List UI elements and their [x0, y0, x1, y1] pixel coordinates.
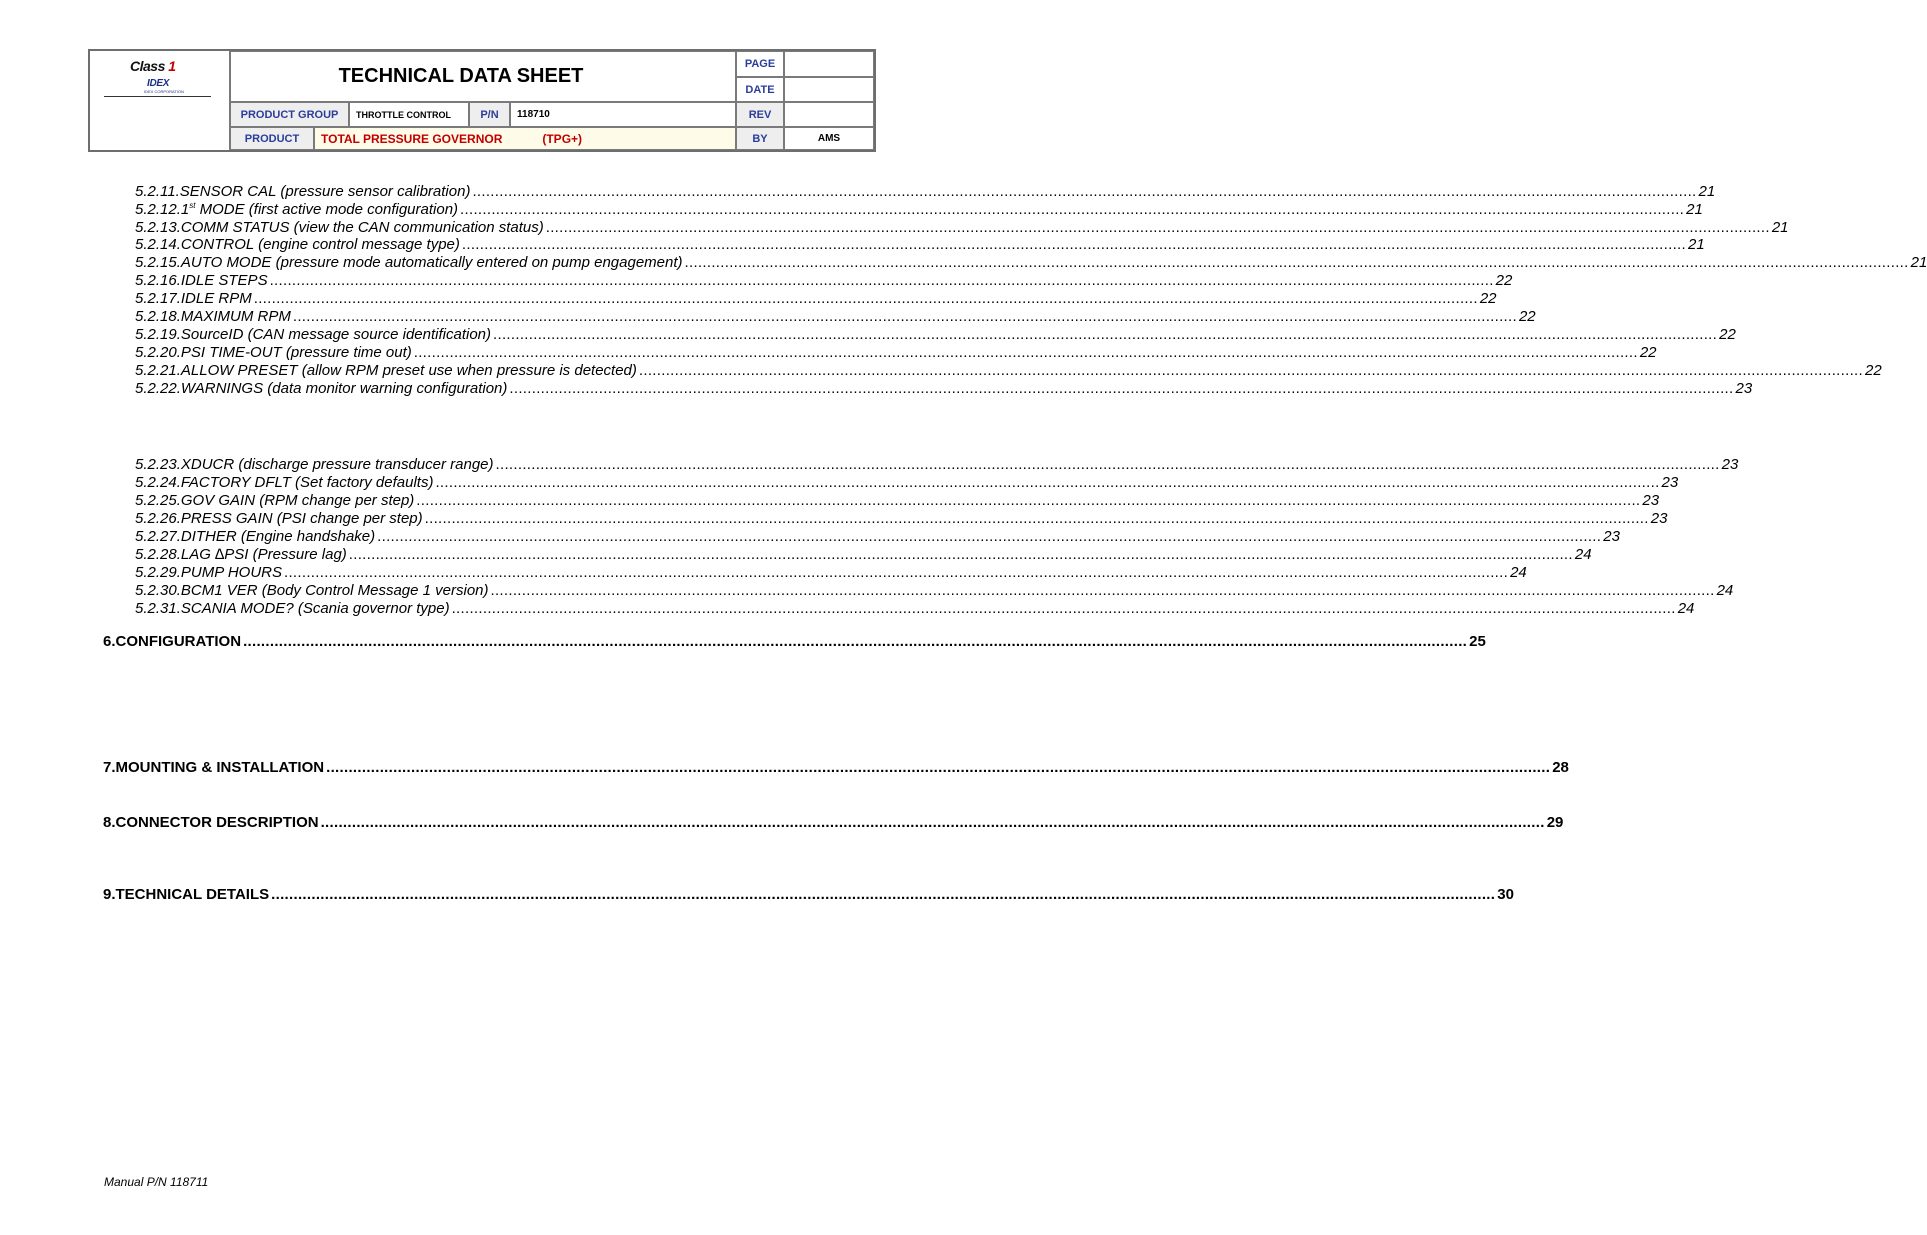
toc-entry[interactable] [135, 254, 1927, 272]
toc-section-entry[interactable] [103, 886, 1514, 904]
toc-leader-dots: .................................................................................................................................................................................................................................................................................. [377, 528, 1602, 545]
toc-section-page: 29 [1546, 814, 1564, 831]
logo-one-mark: 1 [168, 58, 176, 74]
toc-entry-title: BCM1 VER (Body Control Message 1 version) [180, 582, 489, 599]
toc-leader-dots: .................................................................................................................................................................................................................................................................................. [416, 492, 1641, 509]
toc-entry-page: 22 [1479, 290, 1497, 307]
toc-entry-number: 5.2.15. [135, 254, 181, 271]
toc-entry[interactable] [135, 582, 1734, 600]
toc-entry-page: 23 [1642, 492, 1660, 509]
toc-entry[interactable] [135, 600, 1695, 618]
toc-entry-page: 22 [1719, 326, 1736, 343]
toc-entry[interactable] [135, 219, 1789, 237]
toc-entry-title: SCANIA MODE? (Scania governor type) [180, 600, 450, 617]
toc-entry-number: 5.2.18. [135, 308, 181, 325]
by-label: BY [736, 127, 784, 150]
toc-entry-page: 22 [1518, 308, 1536, 325]
toc-entry-number: 5.2.21. [135, 362, 181, 379]
toc-entry-number: 5.2.13. [135, 219, 181, 236]
toc-entry[interactable] [135, 272, 1513, 290]
toc-entry[interactable] [135, 564, 1527, 582]
toc-section-title: MOUNTING & INSTALLATION [115, 759, 325, 776]
toc-entry-number: 5.2.16. [135, 272, 181, 289]
product-code: (TPG+) [542, 131, 583, 146]
toc-entry-title: XDUCR (discharge pressure transducer range) [180, 456, 494, 473]
logo-cell [90, 51, 230, 150]
toc-entry[interactable] [135, 183, 1716, 201]
toc-entry-title: DITHER (Engine handshake) [180, 528, 376, 545]
document-header [88, 49, 876, 152]
class1-logo: Class 1 [130, 58, 176, 74]
toc-leader-dots: .................................................................................................................................................................................................................................................................................. [435, 474, 1660, 491]
toc-leader-dots: .................................................................................................................................................................................................................................................................................. [490, 582, 1715, 599]
toc-entry-title: GOV GAIN (RPM change per step) [180, 492, 415, 509]
toc-entry-title: LAG ∆PSI (Pressure lag) [180, 546, 347, 563]
manual-part-number: Manual P/N 118711 [104, 1175, 209, 1189]
toc-leader-dots: .................................................................................................................................................................................................................................................................................. [461, 236, 1686, 253]
toc-entry-page: 21 [1686, 201, 1703, 218]
idex-logo-subtitle: IDEX CORPORATION [144, 89, 184, 94]
toc-leader-dots: .................................................................................................................................................................................................................................................................................. [348, 546, 1573, 563]
toc-entry-page: 24 [1574, 546, 1592, 563]
toc-leader-dots: .................................................................................................................................................................................................................................................................................. [545, 219, 1770, 236]
toc-entry[interactable] [135, 344, 1657, 362]
product-group-label: PRODUCT GROUP [230, 102, 349, 127]
toc-leader-dots: .................................................................................................................................................................................................................................................................................. [284, 564, 1509, 581]
idex-logo: IDEX [147, 78, 170, 89]
toc-section-page: 28 [1552, 759, 1569, 776]
toc-entry-title: COMM STATUS (view the CAN communication status) [180, 219, 544, 236]
toc-section-number: 7. [103, 759, 116, 776]
toc-section-entry[interactable] [103, 633, 1486, 651]
toc-section-title: CONNECTOR DESCRIPTION [115, 814, 319, 831]
toc-entry-title: FACTORY DFLT (Set factory defaults) [180, 474, 434, 491]
product-label: PRODUCT [230, 127, 314, 150]
toc-entry-number: 5.2.31. [135, 600, 181, 617]
toc-entry-page: 23 [1661, 474, 1679, 491]
toc-entry[interactable] [135, 380, 1753, 398]
toc-entry-title: SourceID (CAN message source identification) [180, 326, 492, 343]
toc-entry-number: 5.2.30. [135, 582, 181, 599]
toc-entry[interactable] [135, 201, 1703, 219]
toc-section-title: CONFIGURATION [115, 633, 242, 650]
toc-section-number: 9. [103, 886, 116, 903]
toc-entry-page: 21 [1910, 254, 1927, 271]
toc-leader-dots: .................................................................................................................................................................................................................................................................................. [472, 183, 1697, 200]
pn-label: P/N [469, 102, 510, 127]
toc-entry-number: 5.2.22. [135, 380, 181, 397]
pn-value: 118710 [510, 102, 736, 127]
toc-entry-title: MAXIMUM RPM [180, 308, 291, 325]
toc-leader-dots: .................................................................................................................................................................................................................................................................................. [253, 290, 1478, 307]
toc-entry-number: 5.2.12. [135, 201, 181, 218]
toc-leader-dots: .................................................................................................................................................................................................................................................................................. [638, 362, 1863, 379]
toc-entry[interactable] [135, 510, 1668, 528]
toc-section-number: 6. [103, 633, 116, 650]
toc-leader-dots: .................................................................................................................................................................................................................................................................................. [413, 344, 1638, 361]
toc-entry-page: 22 [1495, 272, 1513, 289]
toc-entry-title: WARNINGS (data monitor warning configuration) [180, 380, 508, 397]
toc-leader-dots: .................................................................................................................................................................................................................................................................................. [243, 633, 1468, 650]
toc-entry[interactable] [135, 236, 1705, 254]
toc-entry-title: PRESS GAIN (PSI change per step) [180, 510, 423, 527]
toc-entry-number: 5.2.19. [135, 326, 181, 343]
toc-entry[interactable] [135, 290, 1497, 308]
toc-leader-dots: .................................................................................................................................................................................................................................................................................. [424, 510, 1649, 527]
document-title: TECHNICAL DATA SHEET [338, 65, 584, 87]
toc-entry-title: AUTO MODE (pressure mode automatically entered on pump engagement) [180, 254, 683, 271]
toc-entry-title: SENSOR CAL (pressure sensor calibration) [179, 183, 471, 200]
date-value [784, 77, 874, 102]
toc-entry-page: 23 [1735, 380, 1753, 397]
toc-entry-number: 5.2.27. [135, 528, 181, 545]
logo-divider [104, 96, 211, 97]
toc-entry-title: 1st MODE (first active mode configuration) [180, 201, 459, 218]
toc-section-entry[interactable] [103, 759, 1569, 777]
toc-leader-dots: .................................................................................................................................................................................................................................................................................. [292, 308, 1517, 325]
toc-leader-dots: .................................................................................................................................................................................................................................................................................. [460, 201, 1685, 218]
toc-entry-title: PSI TIME-OUT (pressure time out) [180, 344, 412, 361]
toc-section-title: TECHNICAL DETAILS [115, 886, 270, 903]
rev-value [784, 102, 874, 127]
toc-entry-number: 5.2.23. [135, 456, 181, 473]
toc-leader-dots: .................................................................................................................................................................................................................................................................................. [451, 600, 1676, 617]
by-value: AMS [784, 127, 874, 150]
toc-entry-number: 5.2.11. [135, 183, 180, 200]
title-cell [230, 51, 736, 102]
page-value [784, 51, 874, 77]
toc-entry[interactable] [135, 362, 1882, 380]
toc-leader-dots: .................................................................................................................................................................................................................................................................................. [495, 456, 1720, 473]
product-value: TOTAL PRESSURE GOVERNOR [321, 131, 503, 146]
toc-entry-number: 5.2.17. [135, 290, 181, 307]
toc-entry-page: 21 [1698, 183, 1716, 200]
toc-entry-page: 21 [1687, 236, 1705, 253]
toc-entry-title: PUMP HOURS [180, 564, 282, 581]
toc-entry-number: 5.2.29. [135, 564, 181, 581]
toc-entry-page: 21 [1771, 219, 1789, 236]
toc-leader-dots: .................................................................................................................................................................................................................................................................................. [684, 254, 1909, 271]
toc-entry[interactable] [135, 456, 1739, 474]
toc-entry-page: 22 [1639, 344, 1657, 361]
toc-leader-dots: .................................................................................................................................................................................................................................................................................. [509, 380, 1734, 397]
toc-section-page: 25 [1469, 633, 1486, 650]
toc-entry-number: 5.2.25. [135, 492, 181, 509]
toc-entry-number: 5.2.24. [135, 474, 181, 491]
toc-leader-dots: .................................................................................................................................................................................................................................................................................. [271, 886, 1496, 903]
page-label: PAGE [736, 51, 784, 77]
toc-entry-number: 5.2.20. [135, 344, 181, 361]
rev-label: REV [736, 102, 784, 127]
toc-entry-title: ALLOW PRESET (allow RPM preset use when pressure is detected) [180, 362, 637, 379]
product-value-cell [314, 127, 736, 150]
product-group-value: THROTTLE CONTROL [349, 102, 469, 127]
toc-entry-title: CONTROL (engine control message type) [180, 236, 460, 253]
toc-section-entry[interactable] [103, 814, 1564, 832]
toc-entry[interactable] [135, 474, 1679, 492]
date-label: DATE [736, 77, 784, 102]
toc-entry[interactable] [135, 326, 1736, 344]
toc-entry[interactable] [135, 308, 1536, 326]
toc-entry-page: 23 [1650, 510, 1668, 527]
toc-leader-dots: .................................................................................................................................................................................................................................................................................. [493, 326, 1718, 343]
toc-entry[interactable] [135, 528, 1620, 546]
toc-entry-page: 22 [1864, 362, 1882, 379]
toc-entry-page: 24 [1510, 564, 1527, 581]
toc-leader-dots: .................................................................................................................................................................................................................................................................................. [326, 759, 1551, 776]
toc-entry-number: 5.2.28. [135, 546, 181, 563]
toc-entry[interactable] [135, 492, 1660, 510]
toc-entry-page: 23 [1721, 456, 1739, 473]
toc-leader-dots: .................................................................................................................................................................................................................................................................................. [320, 814, 1545, 831]
toc-entry-page: 24 [1716, 582, 1734, 599]
toc-entry-title: IDLE STEPS [180, 272, 268, 289]
toc-section-number: 8. [103, 814, 116, 831]
toc-entry-page: 23 [1603, 528, 1620, 545]
toc-section-page: 30 [1497, 886, 1514, 903]
toc-entry-page: 24 [1677, 600, 1695, 617]
toc-entry[interactable] [135, 546, 1592, 564]
toc-leader-dots: .................................................................................................................................................................................................................................................................................. [269, 272, 1494, 289]
toc-entry-number: 5.2.26. [135, 510, 181, 527]
toc-entry-title: IDLE RPM [180, 290, 252, 307]
toc-entry-number: 5.2.14. [135, 236, 181, 253]
